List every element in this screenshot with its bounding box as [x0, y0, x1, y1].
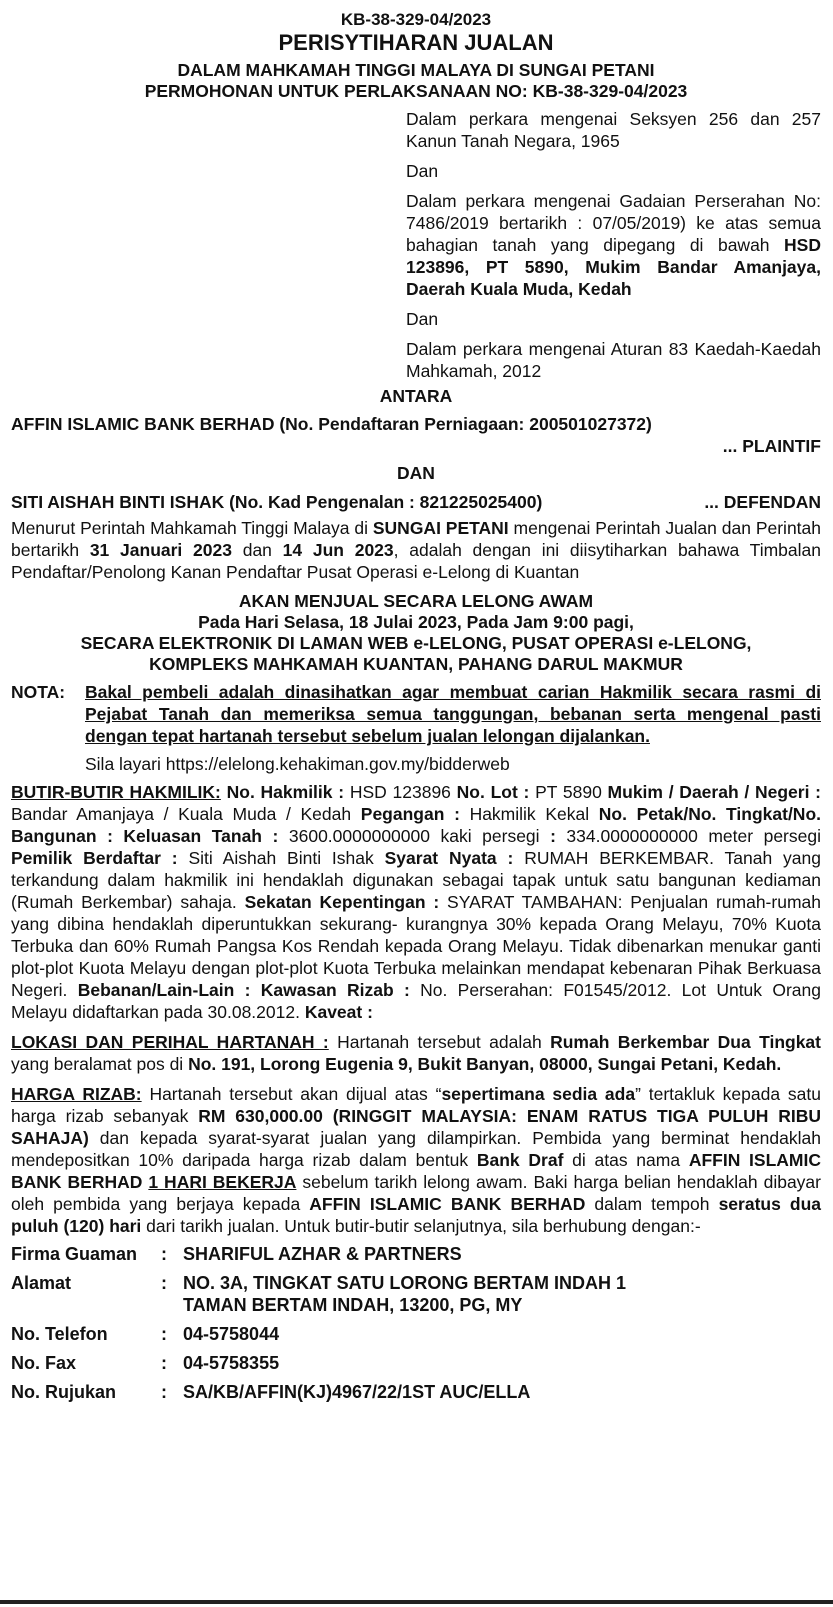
butir-value: 334.0000000000 meter persegi [555, 826, 821, 846]
contact-separator: : [161, 1324, 167, 1344]
harga-paragraph [11, 1083, 821, 1237]
defendant-role: ... DEFENDAN [704, 492, 821, 512]
butir-key: No. Hakmilik : [220, 782, 345, 802]
lokasi-type: Rumah Berkembar Dua Tingkat [550, 1032, 821, 1052]
contact-row-address [11, 1272, 626, 1323]
intro-text: mengenai Perintah Jualan dan Perintah bertarikh [11, 518, 822, 560]
harga-bold: sepertimana sedia ada [441, 1084, 636, 1104]
auction-line-2: Pada Hari Selasa, 18 Julai 2023, Pada Jam 9:00 pagi, [198, 612, 634, 632]
harga-period: seratus dua puluh (120) hari [11, 1194, 821, 1236]
butir-value: Siti Aishah Binti Ishak [177, 848, 385, 868]
contact-address-line-1: NO. 3A, TINGKAT SATU LORONG BERTAM INDAH 1 [183, 1273, 626, 1293]
butir-paragraph [11, 781, 821, 1023]
harga-text: dan kepada syarat-syarat jualan yang dilampirkan. Pembida yang berminat hendaklah mendepositkan 10% daripada harga rizab dalam bentuk [11, 1128, 821, 1170]
application-number: PERMOHONAN UNTUK PERLAKSANAAN NO: KB-38-329-04/2023 [144, 81, 688, 101]
defendant: SITI AISHAH BINTI ISHAK (No. Kad Pengenalan : 821225025400) [11, 492, 543, 512]
nota-label: NOTA: [11, 682, 66, 702]
case-number: KB-38-329-04/2023 [340, 10, 492, 29]
harga-text: dalam tempoh [585, 1194, 719, 1214]
contact-label: No. Fax [11, 1353, 77, 1373]
contact-row-rujukan [11, 1381, 626, 1410]
butir-value: 3600.0000000000 kaki persegi [278, 826, 551, 846]
contact-fax: 04-5758355 [183, 1353, 280, 1373]
contact-rujukan: SA/KB/AFFIN(KJ)4967/22/1ST AUC/ELLA [183, 1382, 531, 1402]
contact-row-telefon [11, 1323, 626, 1352]
contact-row-firm [11, 1243, 626, 1272]
reserve-price: RM 630,000.00 (RINGGIT MALAYSIA: ENAM RATUS TIGA PULUH RIBU SAHAJA) [11, 1106, 821, 1148]
intro-court-location: SUNGAI PETANI [372, 518, 509, 538]
butir-value: No. Perserahan: F01545/2012. Lot Untuk Orang Melayu didaftarkan pada 30.08.2012. [11, 980, 821, 1022]
butir-key: Syarat Nyata : [384, 848, 514, 868]
document-title: PERISYTIHARAN JUALAN [278, 30, 554, 55]
lokasi-text: Hartanah tersebut adalah [328, 1032, 551, 1052]
contact-firm: SHARIFUL AZHAR & PARTNERS [183, 1244, 462, 1264]
matter-2-title: HSD 123896, PT 5890, Mukim Bandar Amanjaya, Daerah Kuala Muda, Kedah [406, 235, 821, 299]
contact-address-line-2: TAMAN BERTAM INDAH, 13200, PG, MY [183, 1295, 523, 1315]
contact-label: No. Rujukan [11, 1382, 117, 1402]
nota-body [85, 681, 821, 775]
antara-heading: ANTARA [379, 386, 453, 406]
butir-key: Bebanan/Lain-Lain : Kawasan Rizab : [77, 980, 410, 1000]
plaintiff-role: ... PLAINTIF [722, 436, 821, 456]
harga-text: sebelum tarikh lelong awam. Baki harga belian hendaklah dibayar oleh pembida yang berjaya kepada [11, 1172, 821, 1214]
intro-text: dan [231, 540, 283, 560]
contact-separator: : [161, 1244, 167, 1264]
intro-paragraph [11, 517, 821, 583]
bottom-border-line [0, 1600, 833, 1604]
intro-text: Menurut Perintah Mahkamah Tinggi Malaya di [11, 518, 373, 538]
sale-proclamation [11, 10, 821, 1410]
nota-visit: Sila layari https://elelong.kehakiman.gov.my/bidderweb [85, 754, 510, 774]
harga-text: dari tarikh jualan. Untuk butir-butir selanjutnya, sila berhubung dengan:- [141, 1216, 701, 1236]
dan-heading: DAN [397, 463, 435, 483]
contact-row-fax [11, 1352, 626, 1381]
butir-key: Pemilik Berdaftar : [11, 848, 178, 868]
harga-bold: Bank Draf [476, 1150, 564, 1170]
contact-label: Firma Guaman [11, 1244, 138, 1264]
butir-value: HSD 123896 [344, 782, 457, 802]
nota-block [11, 681, 821, 775]
auction-block [11, 591, 821, 675]
matter-3: Dalam perkara mengenai Aturan 83 Kaedah-Kaedah Mahkamah, 2012 [406, 339, 821, 381]
butir-value: Bandar Amanjaya / Kuala Muda / Kedah [11, 804, 361, 824]
contact-address [183, 1272, 626, 1323]
butir-value: SYARAT TAMBAHAN: Penjualan rumah-rumah yang dibina hendaklah diperuntukkan sekurang- kurangnya 30% kepada Orang Melayu, 70% Kuota Terbuka dan 60% Rumah Pangsa Kos Rendah kepada Orang Melayu. Tidak dibenarkan menukar ganti plot-plot Kuota Melayu dengan plot-plot Kuota Terbuka melainkan mendapat kebenaran Pihak Berkuasa Negeri. [11, 892, 821, 1000]
auction-line-3: SECARA ELEKTRONIK DI LAMAN WEB e-LELONG, PUSAT OPERASI e-LELONG, [80, 633, 752, 653]
harga-heading: HARGA RIZAB: [11, 1084, 142, 1104]
contact-separator: : [161, 1353, 167, 1373]
contact-separator: : [161, 1382, 167, 1402]
auction-line-1: AKAN MENJUAL SECARA LELONG AWAM [238, 591, 594, 611]
butir-key: No. Lot : [456, 782, 530, 802]
contact-table [11, 1243, 626, 1410]
matter-dan-2: Dan [406, 309, 439, 329]
butir-key: : [550, 826, 556, 846]
defendant-row [11, 491, 821, 513]
harga-text: Hartanah tersebut akan dijual atas “ [141, 1084, 442, 1104]
plaintiff: AFFIN ISLAMIC BANK BERHAD (No. Pendaftaran Perniagaan: 200501027372) [11, 414, 652, 434]
butir-value: RUMAH BERKEMBAR. Tanah yang terkandung dalam hakmilik ini hendaklah digunakan sebagai tapak untuk satu bangunan kediaman (Rumah Berkembar) sahaja. [11, 848, 821, 912]
matter-2-text: Dalam perkara mengenai Gadaian Perserahan No: 7486/2019 bertarikh : 07/05/2019) ke atas semua bahagian tanah yang dipegang di bawah [406, 191, 821, 255]
butir-value: PT 5890 [529, 782, 608, 802]
nota-text: Bakal pembeli adalah dinasihatkan agar membuat carian Hakmilik secara rasmi di Pejabat Tanah dan memeriksa semua tanggungan, bebanan serta mengenal pasti dengan tepat hartanah tersebut sebelum jualan lelongan dijalankan. [85, 682, 821, 746]
contact-separator: : [161, 1273, 167, 1293]
butir-key: Kaveat : [304, 1002, 373, 1022]
butir-key: Mukim / Daerah / Negeri : [607, 782, 821, 802]
court-name: DALAM MAHKAMAH TINGGI MALAYA DI SUNGAI PETANI [177, 60, 655, 80]
butir-key: Pegangan : [360, 804, 460, 824]
contact-label: Alamat [11, 1273, 72, 1293]
harga-text: di atas nama [563, 1150, 689, 1170]
lokasi-heading: LOKASI DAN PERIHAL HARTANAH : [11, 1032, 329, 1052]
auction-line-4: KOMPLEKS MAHKAMAH KUANTAN, PAHANG DARUL MAKMUR [149, 654, 683, 674]
intro-date-2: 14 Jun 2023 [282, 540, 394, 560]
intro-date-1: 31 Januari 2023 [89, 540, 232, 560]
harga-deadline: 1 HARI BEKERJA [148, 1172, 297, 1192]
matter-dan-1: Dan [406, 161, 439, 181]
lokasi-paragraph [11, 1031, 821, 1075]
matter-1: Dalam perkara mengenai Seksyen 256 dan 257 Kanun Tanah Negara, 1965 [406, 109, 821, 151]
matter-2 [406, 190, 821, 300]
intro-text: , adalah dengan ini diisytiharkan bahawa Timbalan Pendaftar/Penolong Kanan Pendaftar Pusat Operasi e-Lelong di Kuantan [11, 540, 821, 582]
harga-text: ” tertakluk kepada satu harga rizab sebanyak [11, 1084, 821, 1126]
butir-key: No. Petak/No. Tingkat/No. Bangunan : Keluasan Tanah : [11, 804, 822, 846]
contact-telefon: 04-5758044 [183, 1324, 280, 1344]
butir-heading: BUTIR-BUTIR HAKMILIK: [11, 782, 221, 802]
harga-bank: AFFIN ISLAMIC BANK BERHAD [11, 1150, 822, 1192]
contact-label: No. Telefon [11, 1324, 108, 1344]
matters-block [406, 108, 821, 382]
lokasi-address: No. 191, Lorong Eugenia 9, Bukit Banyan, 08000, Sungai Petani, Kedah. [188, 1054, 782, 1074]
butir-value: Hakmilik Kekal [459, 804, 599, 824]
harga-bank: AFFIN ISLAMIC BANK BERHAD [309, 1194, 586, 1214]
lokasi-text: yang beralamat pos di [11, 1054, 189, 1074]
butir-key: Sekatan Kepentingan : [244, 892, 440, 912]
